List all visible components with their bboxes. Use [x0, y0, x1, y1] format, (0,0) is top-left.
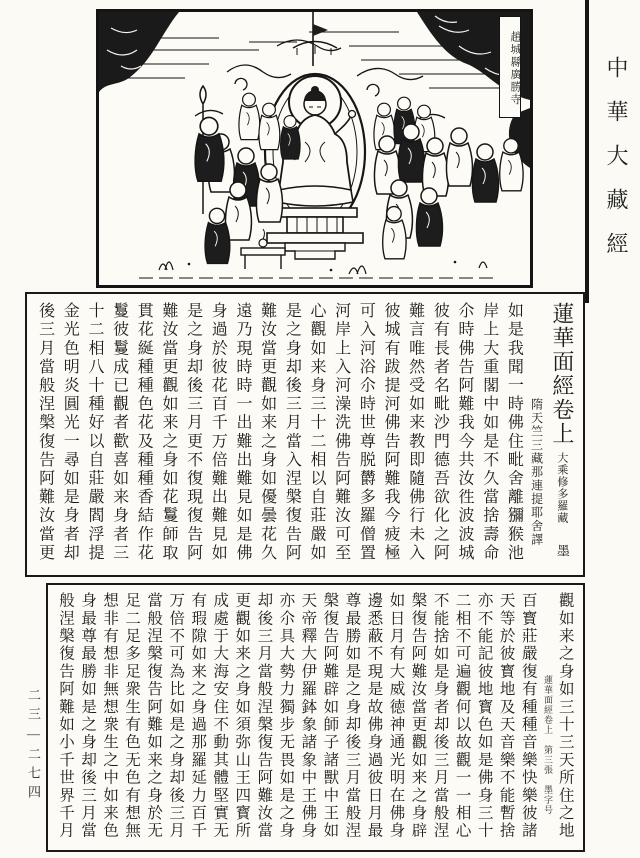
text-column: 十二相八十種好以自莊嚴閻浮提 — [85, 302, 103, 563]
illustration-caption: 趙城縣廣勝寺 — [499, 16, 521, 118]
text-column: 後三月當般涅槃復告阿難汝當更 — [36, 302, 54, 563]
text-column: 難言唯然受如来教即隨佛行未入 — [406, 302, 424, 563]
text-column: 足二足多足衆生有色无色有想無 — [123, 592, 141, 840]
text-column: 難汝當更觀如来之身如優曇花久 — [258, 302, 276, 563]
text-column: 金光色明炎圓光一尋如是身者却 — [61, 302, 79, 563]
text-column: 二相不可遍觀何以故觀一一相心 — [453, 592, 471, 840]
text-column: 是之身却後三月更不復現復告阿 — [184, 302, 202, 563]
text-column: 身過於彼花百千万倍難出難見如 — [209, 302, 227, 563]
text-column: 難汝當更觀如来之身如花鬘師取 — [159, 302, 177, 563]
sutra-text-block-1 — [25, 292, 585, 577]
text-column: 身最尊最勝如是之身却後三月當 — [79, 592, 97, 840]
sutra-division: 大乘修多羅藏 — [555, 452, 568, 524]
text-column: 更觀如来之身如須弥山王四寳所 — [233, 592, 251, 840]
text-column: 尊最勝如是之身却後三月當般涅 — [343, 592, 361, 840]
page-number: 二三—二七四 — [26, 688, 41, 804]
text-column: 當般涅槃復告阿難如来之身於无 — [145, 592, 163, 840]
text-column: 岸上大重閣中如是不久當捨壽命 — [480, 302, 498, 563]
text-column: 却後三月當般涅槃復告阿難汝當 — [255, 592, 273, 840]
sutra-title: 蓮華面經卷上 — [549, 302, 575, 446]
text-column: 百寳莊嚴復有種種音樂快樂彼諸 — [519, 592, 537, 840]
woodblock-scene — [99, 12, 530, 285]
text-column: 彼城有跋提河佛告阿難我今疲極 — [382, 302, 399, 563]
text-column: 不能捨如是身者却後三月當般涅 — [431, 592, 449, 840]
text-column: 尒時佛告阿難我今共汝徃波波城 — [456, 302, 474, 563]
text-column: 貫花綖種種色花及種種香結作花 — [135, 302, 153, 563]
text-column: 槃復告阿難汝當更觀如来之身辟 — [409, 592, 427, 840]
text-column: 遠乃現時時一出難出難見如是佛 — [233, 302, 251, 563]
text-column: 河岸上入河澡洗佛告阿難汝可至 — [332, 302, 350, 563]
text-column: 如日月有大威徳神通光明在佛身 — [387, 592, 405, 840]
text-column: 可入河浴尒時世尊脱欝多羅僧置 — [357, 302, 375, 563]
text-column: 有瑕隙如来之身過那羅延力百千 — [189, 592, 207, 840]
sutra-text-block-2 — [46, 583, 585, 852]
text-column: 亦尒具大勢力獨步无畏如是之身 — [277, 592, 295, 840]
text-column: 成處于大海安住不動其體堅實无 — [211, 592, 229, 840]
spine-rule — [585, 0, 589, 303]
text-column: 如是我聞一時佛住毗舍離獼猴池 — [505, 302, 523, 563]
text-column: 槃復告阿難辟如師子諸獸中王如 — [321, 592, 339, 840]
text-column: 是之身却後三月當入涅槃復告阿 — [283, 302, 301, 563]
text-column: 邊悉蔽不現是故佛身過彼日月最 — [365, 592, 383, 840]
frontispiece-illustration — [96, 9, 533, 288]
text-column: 想非有想非無想衆生之中如来色 — [101, 592, 119, 840]
text-column: 心觀如来身三十二相以自莊嚴如 — [307, 302, 325, 563]
text-column: 觀如来之身如三十三天所住之地 — [556, 592, 574, 840]
folio-note: 蓮華面經卷上 第三張 墨字号 — [543, 675, 553, 815]
text-column: 亦不能記彼地寳色如是佛身三十 — [475, 592, 493, 840]
case-mark: 墨 — [554, 544, 570, 557]
text-column: 鬘彼鬘成已觀者歡喜如来身者三 — [110, 302, 128, 563]
text-column: 般涅槃復告阿難如小千世界千月 — [57, 592, 75, 840]
text-column: 天帝釋大伊羅鉢象諸象中王佛身 — [299, 592, 317, 840]
text-column: 天等於彼寳地及天音樂不能暫捨 — [497, 592, 515, 840]
sutra-title-column — [550, 302, 574, 567]
text-column: 万倍不可為比如是之身却後三月 — [167, 592, 185, 840]
canon-margin-title: 中華大藏經 — [604, 56, 629, 276]
text-column: 彼有長者名毗沙門德吾欲化之阿 — [431, 302, 449, 563]
translator-line: 隋天竺三藏那連提耶舍譯 — [529, 398, 544, 547]
